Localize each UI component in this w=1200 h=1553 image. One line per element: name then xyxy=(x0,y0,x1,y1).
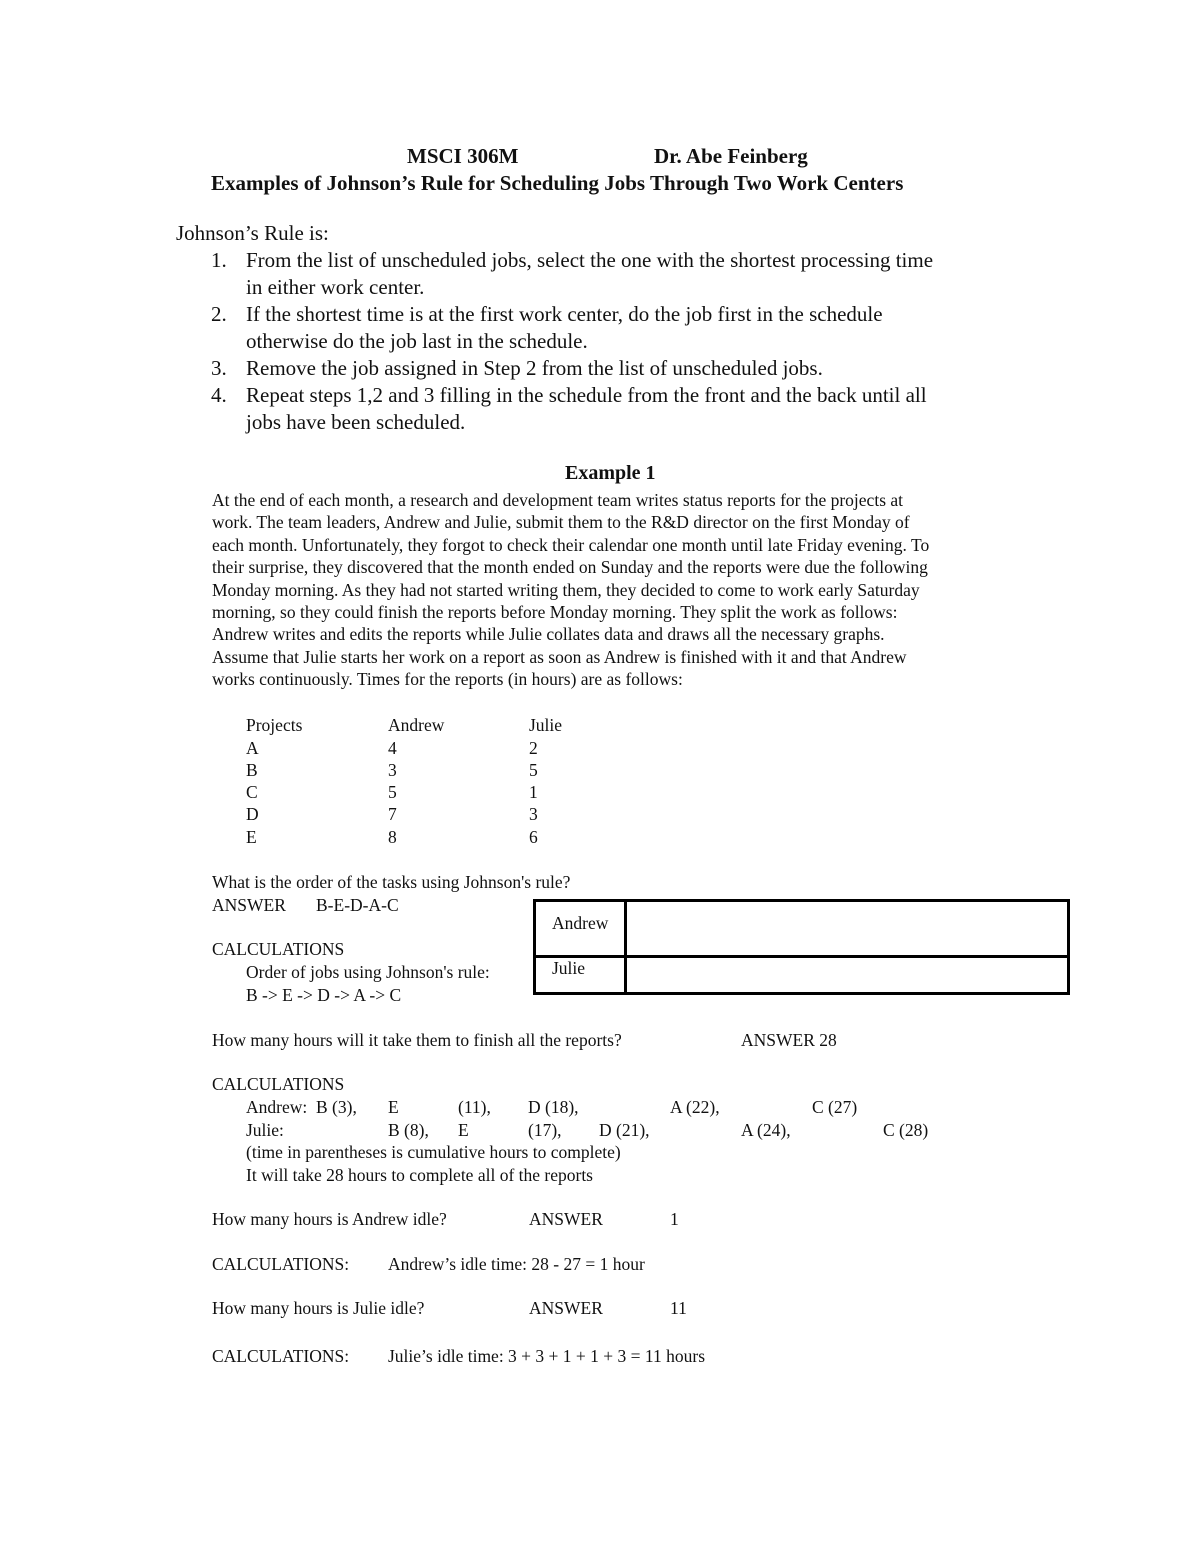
calculation-line: Julie’s idle time: 3 + 3 + 1 + 1 + 3 = 11 hours xyxy=(388,1346,706,1366)
step-text: If the shortest time is at the first work center, do the job first in the schedule xyxy=(246,302,883,326)
table-cell: 4 xyxy=(388,738,397,758)
instructor-name: Dr. Abe Feinberg xyxy=(654,144,808,168)
table-cell: 3 xyxy=(388,760,397,780)
answer-label: ANSWER xyxy=(529,1298,603,1318)
paragraph-line: work. The team leaders, Andrew and Julie, submit them to the R&D director on the first Monday of xyxy=(212,512,910,533)
calculation-line: Andrew’s idle time: 28 - 27 = 1 hour xyxy=(388,1254,645,1274)
calculation-note: (time in parentheses is cumulative hours to complete) xyxy=(246,1142,621,1162)
andrew-time: B (3), xyxy=(316,1097,357,1117)
step-text: From the list of unscheduled jobs, select the one with the shortest processing time xyxy=(246,248,934,272)
table-cell: C xyxy=(246,782,258,802)
example-paragraph xyxy=(212,489,1022,691)
table-cell: A xyxy=(246,738,259,758)
julie-time: (17), xyxy=(528,1120,562,1140)
julie-time: C (28) xyxy=(883,1120,929,1140)
gantt-row-label-andrew: Andrew xyxy=(552,913,609,933)
calculations-label: CALCULATIONS xyxy=(212,939,345,959)
paragraph-line: Assume that Julie starts her work on a report as soon as Andrew is finished with it and that Andrew xyxy=(212,646,907,667)
step-number: 2. xyxy=(211,302,227,326)
andrew-time: A (22), xyxy=(670,1097,720,1117)
answer-value: 11 xyxy=(670,1298,687,1318)
table-cell: 2 xyxy=(529,738,538,758)
step-text: jobs have been scheduled. xyxy=(246,410,466,434)
step-number: 1. xyxy=(211,248,227,272)
answer-label: ANSWER xyxy=(212,895,286,915)
paragraph-line: their surprise, they discovered that the month ended on Sunday and the reports were due the following xyxy=(212,557,928,578)
julie-label: Julie: xyxy=(246,1120,284,1140)
table-header-andrew: Andrew xyxy=(388,715,445,735)
julie-time: D (21), xyxy=(599,1120,650,1140)
andrew-time: (11), xyxy=(458,1097,491,1117)
step-text: Repeat steps 1,2 and 3 filling in the schedule from the front and the back until all xyxy=(246,383,927,407)
calculation-line: Order of jobs using Johnson's rule: xyxy=(246,962,490,982)
andrew-label: Andrew: xyxy=(246,1097,308,1117)
paragraph-line: morning, so they could finish the reports before Monday morning. They split the work as follows: xyxy=(212,602,898,623)
question-2: How many hours will it take them to finish all the reports? xyxy=(212,1030,622,1050)
paragraph-line: works continuously. Times for the reports (in hours) are as follows: xyxy=(212,669,683,690)
paragraph-line: each month. Unfortunately, they forgot to check their calendar one month until late Friday evening. To xyxy=(212,534,930,555)
question-1: What is the order of the tasks using Johnson's rule? xyxy=(212,872,571,892)
step-text: in either work center. xyxy=(246,275,425,299)
rule-intro: Johnson’s Rule is: xyxy=(176,221,329,245)
table-cell: 3 xyxy=(529,804,538,824)
calculation-line: B -> E -> D -> A -> C xyxy=(246,985,402,1005)
gantt-row-divider xyxy=(536,955,1067,958)
calculation-note: It will take 28 hours to complete all of the reports xyxy=(246,1165,593,1185)
page-title: Examples of Johnson’s Rule for Scheduling Jobs Through Two Work Centers xyxy=(211,171,904,195)
answer-value: ANSWER 28 xyxy=(741,1030,837,1050)
answer-label: ANSWER xyxy=(529,1209,603,1229)
table-cell: 6 xyxy=(529,827,538,847)
example-heading: Example 1 xyxy=(565,462,656,484)
paragraph-line: Andrew writes and edits the reports while Julie collates data and draws all the necessary graphs. xyxy=(212,624,885,645)
calculations-label: CALCULATIONS xyxy=(212,1074,345,1094)
table-header-julie: Julie xyxy=(529,715,563,735)
course-code: MSCI 306M xyxy=(407,144,519,168)
julie-time: A (24), xyxy=(741,1120,791,1140)
table-cell: D xyxy=(246,804,259,824)
gantt-row-label-julie: Julie xyxy=(552,958,586,978)
gantt-label-divider xyxy=(624,902,627,992)
table-header-projects: Projects xyxy=(246,715,303,735)
question-3: How many hours is Andrew idle? xyxy=(212,1209,447,1229)
paragraph-line: At the end of each month, a research and development team writes status reports for the projects at xyxy=(212,490,904,510)
gantt-chart xyxy=(533,899,1070,995)
andrew-time: D (18), xyxy=(528,1097,579,1117)
julie-time: B (8), xyxy=(388,1120,429,1140)
question-4: How many hours is Julie idle? xyxy=(212,1298,425,1318)
andrew-time: E xyxy=(388,1097,399,1117)
paragraph-line: Monday morning. As they had not started writing them, they decided to come to work early Saturday xyxy=(212,579,920,600)
table-cell: 7 xyxy=(388,804,397,824)
calculations-label: CALCULATIONS: xyxy=(212,1346,350,1366)
andrew-time: C (27) xyxy=(812,1097,858,1117)
table-cell: 8 xyxy=(388,827,397,847)
step-number: 4. xyxy=(211,383,227,407)
table-cell: 5 xyxy=(388,782,397,802)
table-cell: 1 xyxy=(529,782,538,802)
table-cell: B xyxy=(246,760,258,780)
step-number: 3. xyxy=(211,356,227,380)
step-text: otherwise do the job last in the schedule. xyxy=(246,329,588,353)
step-text: Remove the job assigned in Step 2 from the list of unscheduled jobs. xyxy=(246,356,823,380)
table-cell: 5 xyxy=(529,760,538,780)
calculations-label: CALCULATIONS: xyxy=(212,1254,350,1274)
answer-value: B-E-D-A-C xyxy=(316,895,399,915)
answer-value: 1 xyxy=(670,1209,679,1229)
table-cell: E xyxy=(246,827,257,847)
julie-time: E xyxy=(458,1120,469,1140)
